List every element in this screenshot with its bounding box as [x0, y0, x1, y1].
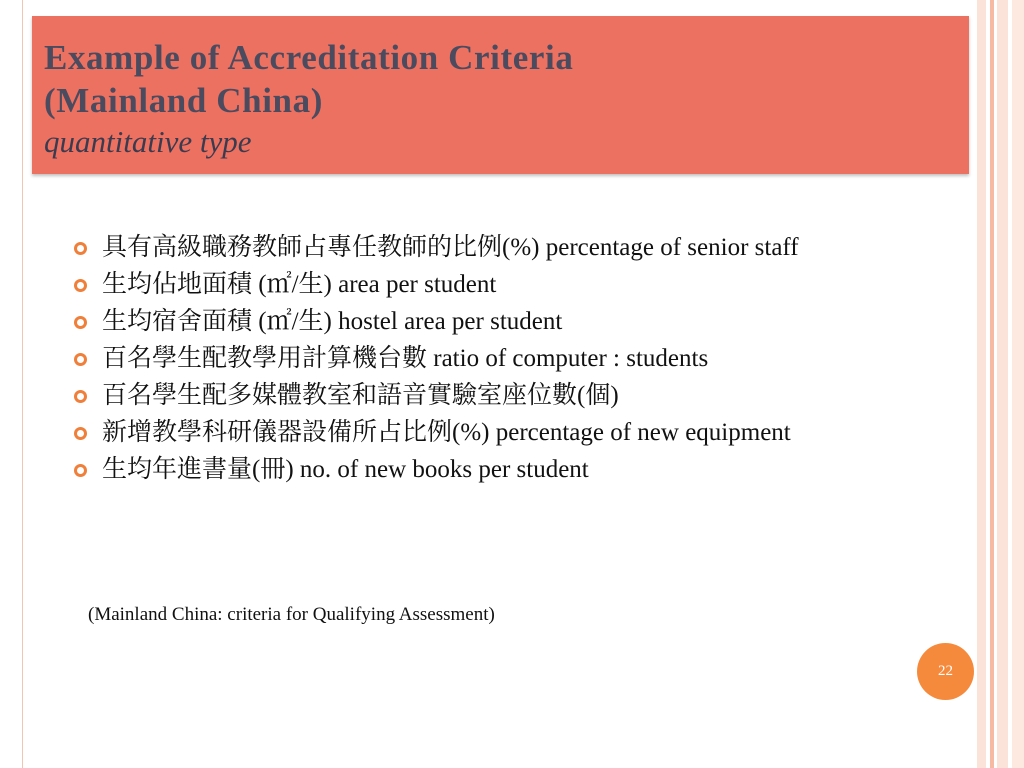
list-item [72, 382, 967, 409]
bullet-ring-icon [74, 464, 87, 477]
criteria-list [72, 234, 967, 493]
source-footnote: (Mainland China: criteria for Qualifying Assessment) [88, 604, 495, 625]
list-item-text: 百名學生配教學用計算機台數 ratio of computer : students [102, 345, 709, 372]
decorative-stripe [977, 0, 986, 768]
bullet-ring-icon [74, 353, 87, 366]
list-item [72, 419, 967, 446]
list-item-text: 新增教學科研儀器設備所占比例(%) percentage of new equipment [102, 419, 791, 446]
list-item [72, 456, 967, 483]
bullet-ring-icon [74, 390, 87, 403]
list-item-text: 生均年進書量(冊) no. of new books per student [102, 456, 589, 483]
left-border-line [22, 0, 23, 768]
bullet-ring-icon [74, 427, 87, 440]
slide-title-line-1: Example of Accreditation Criteria [44, 38, 574, 77]
bullet-ring-icon [74, 316, 87, 329]
decorative-stripe [1012, 0, 1024, 768]
list-item [72, 308, 967, 335]
page-number-badge: 22 [917, 643, 974, 700]
list-item-text: 生均佔地面積 (㎡/生) area per student [102, 271, 497, 298]
decorative-stripe [997, 0, 1008, 768]
list-item [72, 271, 967, 298]
decorative-stripe [990, 0, 994, 768]
list-item-text: 百名學生配多媒體教室和語音實驗室座位數(個) [102, 382, 619, 409]
list-item-text: 具有高級職務教師占專任教師的比例(%) percentage of senior staff [102, 234, 799, 261]
list-item [72, 345, 967, 372]
title-banner [32, 16, 969, 174]
slide-title-line-2: (Mainland China) [44, 81, 323, 120]
list-item-text: 生均宿舍面積 (㎡/生) hostel area per student [102, 308, 563, 335]
list-item [72, 234, 967, 261]
slide-subtitle: quantitative type [44, 124, 252, 159]
bullet-ring-icon [74, 242, 87, 255]
bullet-ring-icon [74, 279, 87, 292]
